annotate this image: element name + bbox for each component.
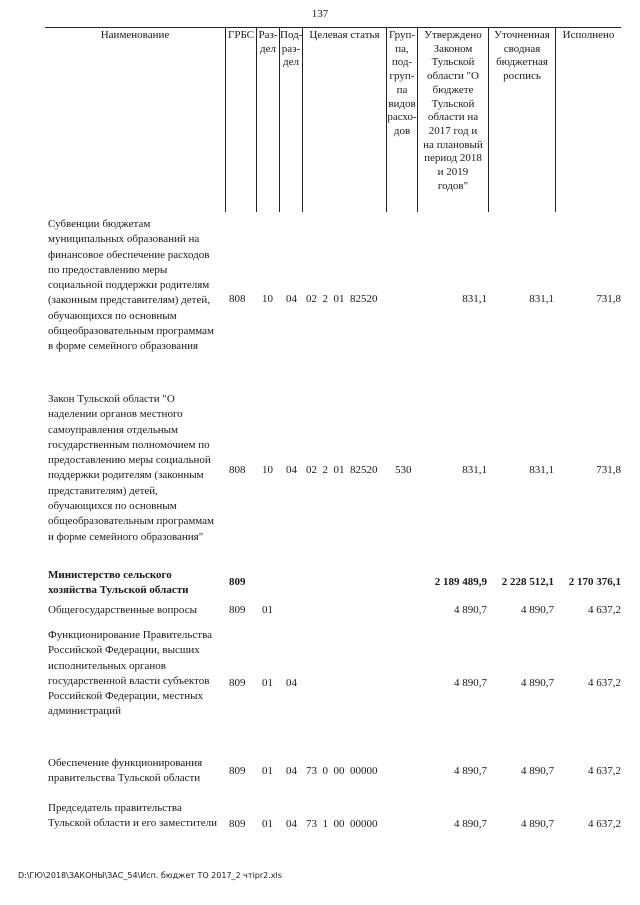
- header-approved: Утверждено Законом Тульской области "О бюджете Тульской области на 2017 год и на плановый период 2018 и 2019 годов": [423, 29, 483, 192]
- row-executed: 731,8: [596, 293, 621, 305]
- row-executed: 2 170 376,1: [568, 576, 621, 588]
- row-approved: 4 890,7: [454, 604, 487, 616]
- row-grbs: 809: [229, 765, 246, 777]
- header-vid: Груп- па, под- груп- па видов расхо- дов: [387, 29, 417, 137]
- header-target: Целевая статья: [309, 29, 380, 41]
- row-target: 02 2 01 82520: [306, 293, 378, 305]
- row-executed: 4 637,2: [588, 604, 621, 616]
- header-podrazdel: Под- раз- дел: [280, 29, 303, 69]
- row-grbs: 809: [229, 576, 246, 588]
- table-row: [0, 568, 640, 600]
- table-row: [0, 603, 640, 621]
- row-vid: 530: [395, 464, 412, 476]
- header-executed: Исполнено: [562, 29, 615, 41]
- header-divider: [555, 27, 556, 212]
- row-refined: 4 890,7: [521, 604, 554, 616]
- row-approved: 4 890,7: [454, 818, 487, 830]
- row-refined: 4 890,7: [521, 818, 554, 830]
- row-podrazdel: 04: [286, 818, 297, 830]
- row-target: 73 1 00 00000: [306, 818, 378, 830]
- row-target: 73 0 00 00000: [306, 765, 378, 777]
- row-grbs: 808: [229, 293, 246, 305]
- row-approved: 2 189 489,9: [434, 576, 487, 588]
- row-name: Субвенции бюджетам муниципальных образований на финансовое обеспечение расходов по предоставлению меры социальной поддержки родителям (законным представителям) детей, обучающихся по основным общеобразовательным программам в форме семейного образования: [48, 218, 215, 353]
- row-name: Председатель правительства Тульской области и его заместители: [48, 802, 218, 830]
- header-top-border: [45, 27, 621, 28]
- table-row: [0, 392, 640, 557]
- row-approved: 831,1: [462, 464, 487, 476]
- page-number: 137: [311, 8, 329, 20]
- row-executed: 4 637,2: [588, 677, 621, 689]
- row-grbs: 809: [229, 604, 246, 616]
- row-name: Обеспечение функционирования правительства Тульской области: [48, 757, 203, 785]
- row-executed: 4 637,2: [588, 818, 621, 830]
- row-podrazdel: 04: [286, 765, 297, 777]
- file-path-footer: D:\ГЮ\2018\ЗАКОНЫ\ЗАС_54\Исп. бюджет ТО 2017_2 чтipr2.xls: [18, 871, 282, 880]
- table-row: [0, 756, 640, 788]
- row-refined: 4 890,7: [521, 765, 554, 777]
- row-podrazdel: 04: [286, 464, 297, 476]
- row-razdel: 01: [262, 765, 273, 777]
- header-refined: Уточненная сводная бюджетная роспись: [494, 29, 550, 83]
- row-approved: 4 890,7: [454, 765, 487, 777]
- row-podrazdel: 04: [286, 293, 297, 305]
- header-name: Наименование: [100, 29, 170, 41]
- row-refined: 831,1: [529, 293, 554, 305]
- row-executed: 4 637,2: [588, 765, 621, 777]
- table-row: [0, 801, 640, 849]
- row-name: Общегосударственные вопросы: [48, 604, 197, 616]
- row-approved: 4 890,7: [454, 677, 487, 689]
- row-target: 02 2 01 82520: [306, 464, 378, 476]
- row-refined: 2 228 512,1: [501, 576, 554, 588]
- row-grbs: 809: [229, 677, 246, 689]
- row-razdel: 10: [262, 464, 273, 476]
- row-name: Функционирование Правительства Российской Федерации, высших исполнительных органов государственной власти субъектов Российской Федерации, местных администраций: [48, 629, 213, 718]
- row-razdel: 01: [262, 818, 273, 830]
- table-row: [0, 628, 640, 740]
- row-approved: 831,1: [462, 293, 487, 305]
- header-divider: [225, 27, 226, 212]
- row-razdel: 01: [262, 677, 273, 689]
- row-refined: 831,1: [529, 464, 554, 476]
- row-executed: 731,8: [596, 464, 621, 476]
- row-name: Министерство сельского хозяйства Тульской области: [48, 569, 189, 597]
- row-refined: 4 890,7: [521, 677, 554, 689]
- row-name: Закон Тульской области "О наделении органов местного самоуправления отдельным государственным полномочием по предоставлению меры социальной поддержки родителям (законным представителям) детей, обучающихся по основным общеобразовательным программам и форме семейного образования": [48, 393, 215, 543]
- row-grbs: 808: [229, 464, 246, 476]
- row-grbs: 809: [229, 818, 246, 830]
- row-razdel: 01: [262, 604, 273, 616]
- row-razdel: 10: [262, 293, 273, 305]
- header-grbs: ГРБС: [227, 29, 255, 41]
- header-razdel: Раз- дел: [258, 29, 278, 55]
- row-podrazdel: 04: [286, 677, 297, 689]
- header-divider: [302, 27, 303, 212]
- table-row: [0, 217, 640, 382]
